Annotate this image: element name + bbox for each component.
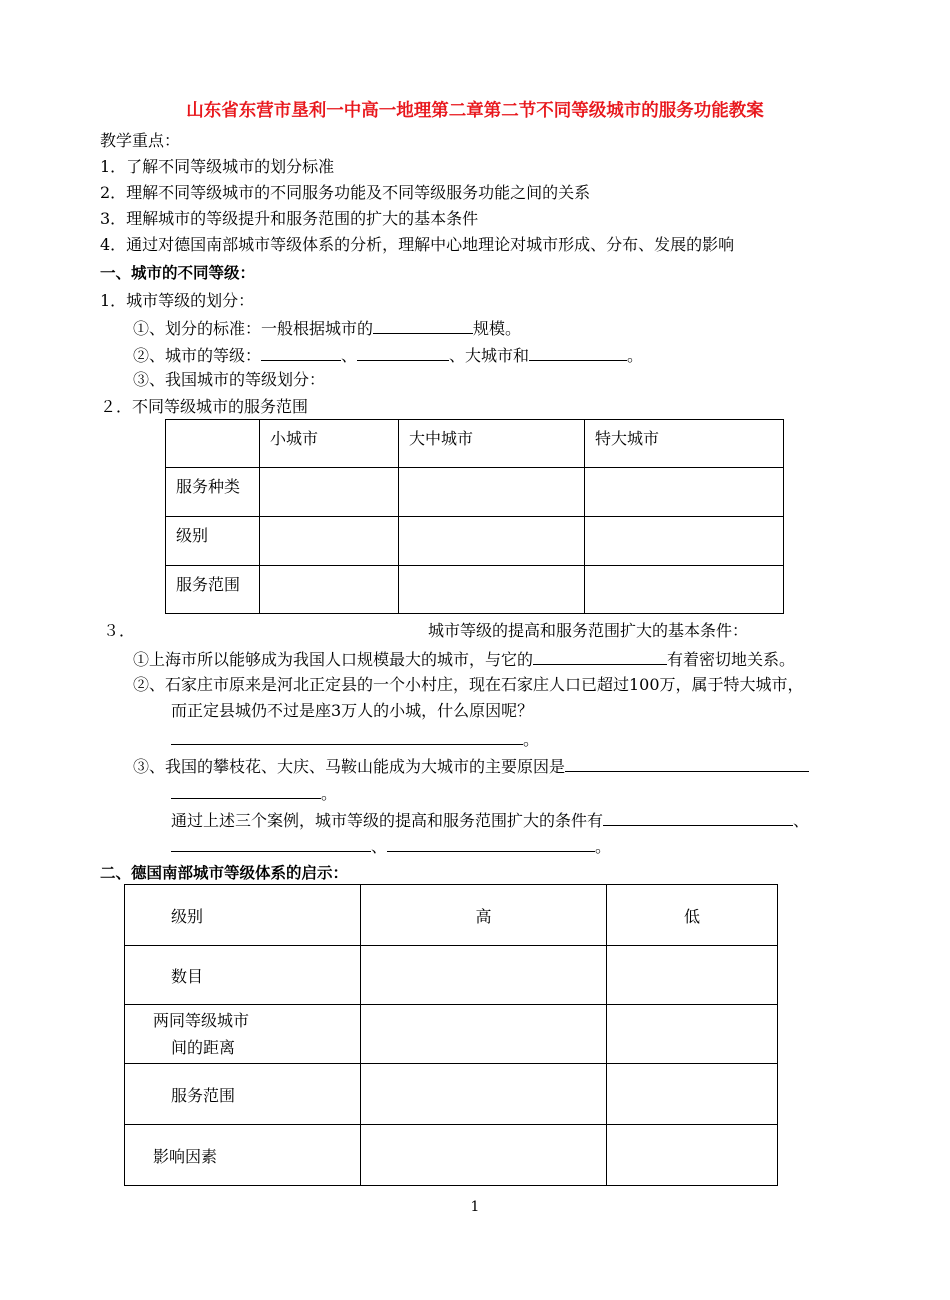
service-range-table — [165, 419, 784, 614]
levels-blank-3[interactable] — [529, 343, 627, 361]
table2-header-level: 级别 — [125, 885, 361, 946]
table1-row-label-level: 级别 — [166, 517, 260, 566]
panzhihua-end: 。 — [321, 784, 338, 803]
standard-blank[interactable] — [373, 316, 473, 334]
panzhihua-blank-2[interactable] — [171, 781, 321, 799]
table1-cell[interactable] — [585, 517, 784, 566]
conclusion-blank-1[interactable] — [603, 808, 793, 826]
focus-item-4: 4．通过对德国南部城市等级体系的分析，理解中心地理论对城市形成、分布、发展的影响 — [100, 235, 735, 254]
table2-row-label-count: 数目 — [125, 946, 361, 1005]
china-levels-line: ③、我国城市的等级划分： — [133, 370, 326, 389]
sub3-number: ３． — [103, 621, 136, 640]
conclusion-sep-2: 、 — [371, 837, 388, 856]
panzhihua-blank-1[interactable] — [565, 754, 809, 772]
shijiazhuang-line-1: ②、石家庄市原来是河北正定县的一个小村庄，现在石家庄人口已超过100万，属于特大城市， — [133, 675, 804, 694]
shijiazhuang-answer-line — [171, 727, 539, 751]
sub1-heading: 1．城市等级的划分： — [100, 291, 255, 310]
conclusion-line-2 — [171, 834, 611, 858]
table1-header-medium-city: 大中城市 — [399, 420, 585, 468]
focus-item-1: 1．了解不同等级城市的划分标准 — [100, 157, 335, 176]
table1-cell[interactable] — [260, 566, 399, 614]
table2-row-label-service-range: 服务范围 — [125, 1064, 361, 1125]
table1-header-small-city: 小城市 — [260, 420, 399, 468]
conclusion-blank-2[interactable] — [171, 834, 371, 852]
levels-sep-1: 、 — [341, 346, 358, 365]
table1-header-mega-city: 特大城市 — [585, 420, 784, 468]
distance-label-line-2: 间的距离 — [171, 1038, 236, 1057]
table2-cell[interactable] — [361, 1125, 607, 1186]
conclusion-blank-3[interactable] — [387, 834, 595, 852]
shijiazhuang-blank[interactable] — [171, 727, 523, 745]
conclusion-prefix: 通过上述三个案例，城市等级的提高和服务范围扩大的条件有 — [171, 811, 604, 830]
section2-heading: 二、德国南部城市等级体系的启示： — [100, 864, 349, 882]
shanghai-question — [133, 647, 795, 671]
levels-prefix: ②、城市的等级： — [133, 346, 262, 365]
table2-cell[interactable] — [607, 946, 778, 1005]
table2-header-high: 高 — [361, 885, 607, 946]
shanghai-blank[interactable] — [533, 647, 667, 665]
table1-row-label-service-range: 服务范围 — [166, 566, 260, 614]
conclusion-end: 。 — [595, 837, 612, 856]
document-title: 山东省东营市垦利一中高一地理第二章第二节不同等级城市的服务功能教案 — [186, 101, 764, 121]
shijiazhuang-line-2: 而正定县城仍不过是座3万人的小城，什么原因呢？ — [171, 701, 534, 720]
levels-blank-1[interactable] — [261, 343, 341, 361]
standard-prefix: ①、划分的标准：一般根据城市的 — [133, 319, 374, 338]
panzhihua-question — [133, 754, 809, 778]
conclusion-line — [171, 808, 809, 832]
levels-sep-2: 、大城市和 — [449, 346, 530, 365]
table1-cell[interactable] — [399, 468, 585, 517]
table2-header-low: 低 — [607, 885, 778, 946]
focus-item-3: 3．理解城市的等级提升和服务范围的扩大的基本条件 — [100, 209, 479, 228]
distance-label-line-1: 两同等级城市 — [153, 1011, 250, 1030]
table2-cell[interactable] — [607, 1064, 778, 1125]
panzhihua-prefix: ③、我国的攀枝花、大庆、马鞍山能成为大城市的主要原因是 — [133, 757, 566, 776]
levels-blank-2[interactable] — [357, 343, 449, 361]
standard-suffix: 规模。 — [473, 319, 522, 338]
focus-item-2: 2．理解不同等级城市的不同服务功能及不同等级服务功能之间的关系 — [100, 183, 591, 202]
table1-cell[interactable] — [399, 566, 585, 614]
table2-row-label-factors: 影响因素 — [125, 1125, 361, 1186]
table2-cell[interactable] — [607, 1125, 778, 1186]
shijiazhuang-end: 。 — [523, 730, 540, 749]
germany-hierarchy-table — [124, 884, 778, 1186]
table2-cell[interactable] — [607, 1005, 778, 1064]
standard-line — [133, 316, 521, 340]
table2-row-label-distance — [125, 1005, 361, 1064]
sub2-heading: ２．不同等级城市的服务范围 — [100, 397, 309, 416]
table1-cell[interactable] — [585, 468, 784, 517]
levels-line — [133, 343, 643, 367]
table2-cell[interactable] — [361, 946, 607, 1005]
sub3-heading: 城市等级的提高和服务范围扩大的基本条件： — [428, 621, 749, 640]
shanghai-prefix: ①上海市所以能够成为我国人口规模最大的城市，与它的 — [133, 650, 534, 669]
table2-cell[interactable] — [361, 1064, 607, 1125]
focus-heading: 教学重点： — [100, 131, 181, 150]
table1-cell[interactable] — [399, 517, 585, 566]
table1-cell[interactable] — [260, 517, 399, 566]
table1-cell[interactable] — [585, 566, 784, 614]
table1-cell[interactable] — [260, 468, 399, 517]
levels-end: 。 — [627, 346, 644, 365]
table2-cell[interactable] — [361, 1005, 607, 1064]
shanghai-suffix: 有着密切地关系。 — [667, 650, 796, 669]
table1-row-label-service-types: 服务种类 — [166, 468, 260, 517]
panzhihua-answer-line — [171, 781, 337, 805]
page-number: 1 — [470, 1199, 480, 1215]
conclusion-sep-1: 、 — [793, 811, 810, 830]
section1-heading: 一、城市的不同等级： — [100, 264, 256, 282]
table1-corner-cell — [166, 420, 260, 468]
